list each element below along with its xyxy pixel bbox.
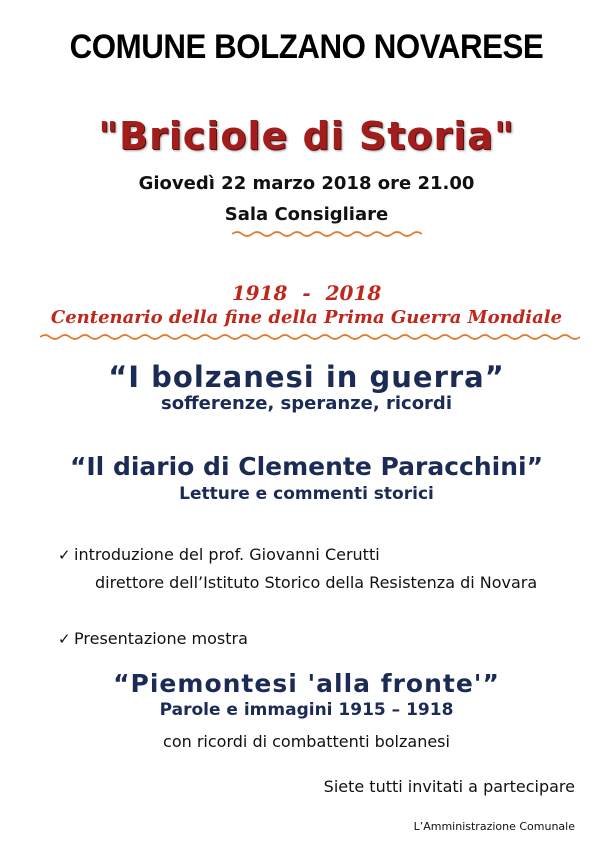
intro-line-2: direttore dell’Istituto Storico della Resistenza di Novara [95,573,538,592]
centenary-years: 1918 - 2018 [231,281,382,305]
intro-line-1: introduzione del prof. Giovanni Cerutti [74,545,380,564]
check-mark-icon: ✓ [58,630,71,648]
decorative-wave-divider [40,333,580,341]
talk-subtitle-bolzanesi: sofferenze, speranze, ricordi [160,393,452,414]
talk-title-diario: “Il diario di Clemente Paracchini” [69,452,544,481]
municipality-heading: COMUNE BOLZANO NOVARESE [69,28,544,66]
talk-subtitle-diario: Letture e commenti storici [179,484,434,504]
event-venue: Sala Consigliare [224,204,389,225]
exhibition-subtitle: Parole e immagini 1915 – 1918 [159,700,454,720]
event-title: "Briciole di Storia" [98,114,515,158]
centenary-subtitle: Centenario della fine della Prima Guerra Mondiale [50,307,563,328]
exhibition-intro: Presentazione mostra [74,629,248,648]
signature: L’Amministrazione Comunale [413,820,575,833]
check-mark-icon: ✓ [58,546,71,564]
exhibition-title: “Piemontesi 'alla fronte'” [113,669,500,698]
decorative-wave-divider [232,230,422,238]
talk-title-bolzanesi: “I bolzanesi in guerra” [108,360,505,394]
invitation-text: Siete tutti invitati a partecipare [323,777,575,796]
exhibition-note: con ricordi di combattenti bolzanesi [163,732,450,751]
event-date: Giovedì 22 marzo 2018 ore 21.00 [138,173,475,194]
